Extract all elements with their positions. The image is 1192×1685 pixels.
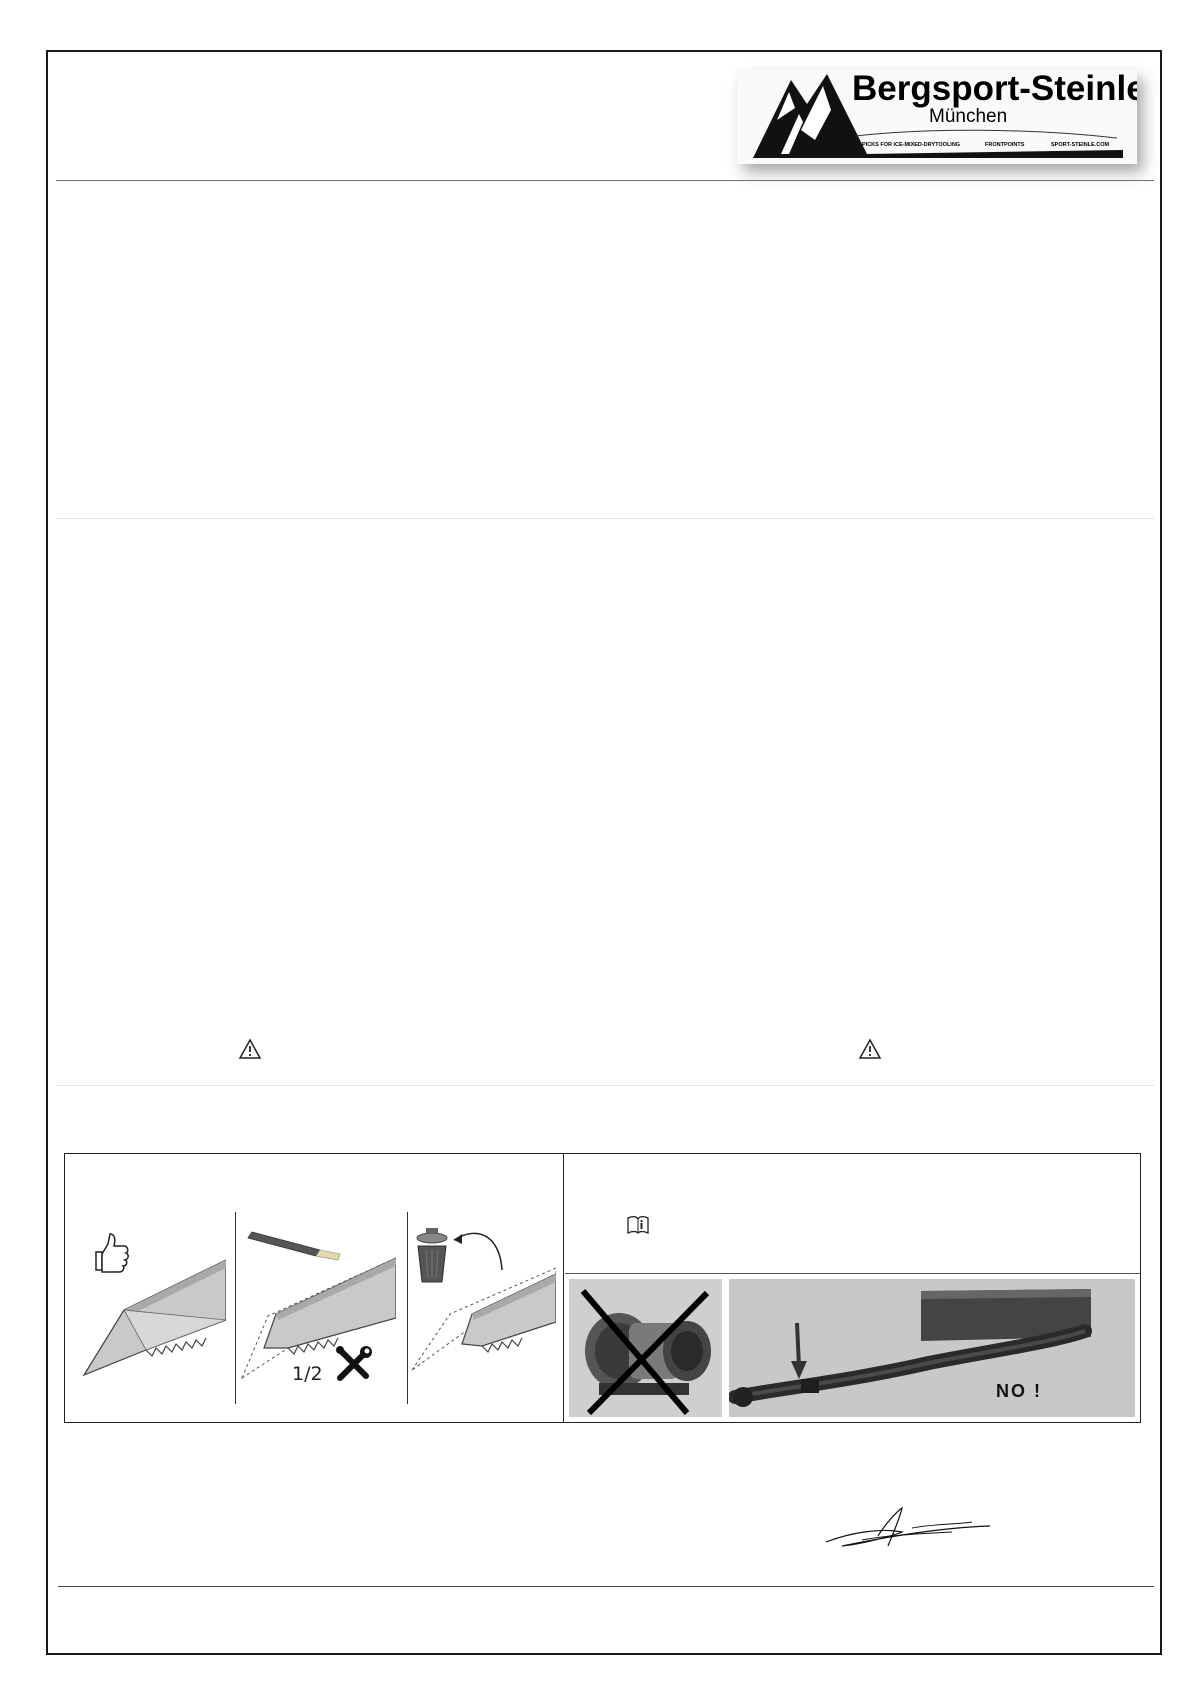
logo-tagline-left: PICKS FOR ICE-MIXED-DRYTOOLING xyxy=(862,142,961,148)
no-warning-label: NO ! xyxy=(996,1381,1042,1401)
warning-triangle-icon xyxy=(238,1038,262,1060)
footer-divider xyxy=(58,1586,1154,1587)
logo-tagline-right: SPORT-STEINLE.COM xyxy=(1051,142,1110,148)
pick-discard-illustration xyxy=(410,1218,556,1388)
panel-separator xyxy=(407,1212,408,1404)
trash-bin-icon xyxy=(417,1228,447,1282)
logo-tagline-mid: FRONTPOINTS xyxy=(985,142,1025,148)
figure-subdivider xyxy=(565,1273,1140,1274)
section-divider xyxy=(56,518,1154,519)
pick-in-vise-photo xyxy=(729,1279,1135,1417)
header-divider xyxy=(56,180,1154,181)
pick-good-illustration xyxy=(66,1210,226,1390)
grinder-prohibited-icon xyxy=(569,1279,722,1417)
read-manual-icon xyxy=(626,1215,650,1235)
thumbs-up-icon xyxy=(96,1234,128,1272)
section-divider xyxy=(56,1085,1154,1086)
sharpen-fraction: 1/2 xyxy=(292,1363,323,1385)
tools-icon xyxy=(336,1346,372,1378)
file-tool-icon xyxy=(248,1232,340,1260)
signature xyxy=(822,1506,992,1550)
figure-divider xyxy=(563,1153,564,1423)
warning-triangle-icon xyxy=(858,1038,882,1060)
logo-city: München xyxy=(929,106,1008,127)
panel-separator xyxy=(235,1212,236,1404)
logo-brand: Bergsport-Steinle xyxy=(852,70,1137,108)
brand-logo xyxy=(737,70,1137,164)
